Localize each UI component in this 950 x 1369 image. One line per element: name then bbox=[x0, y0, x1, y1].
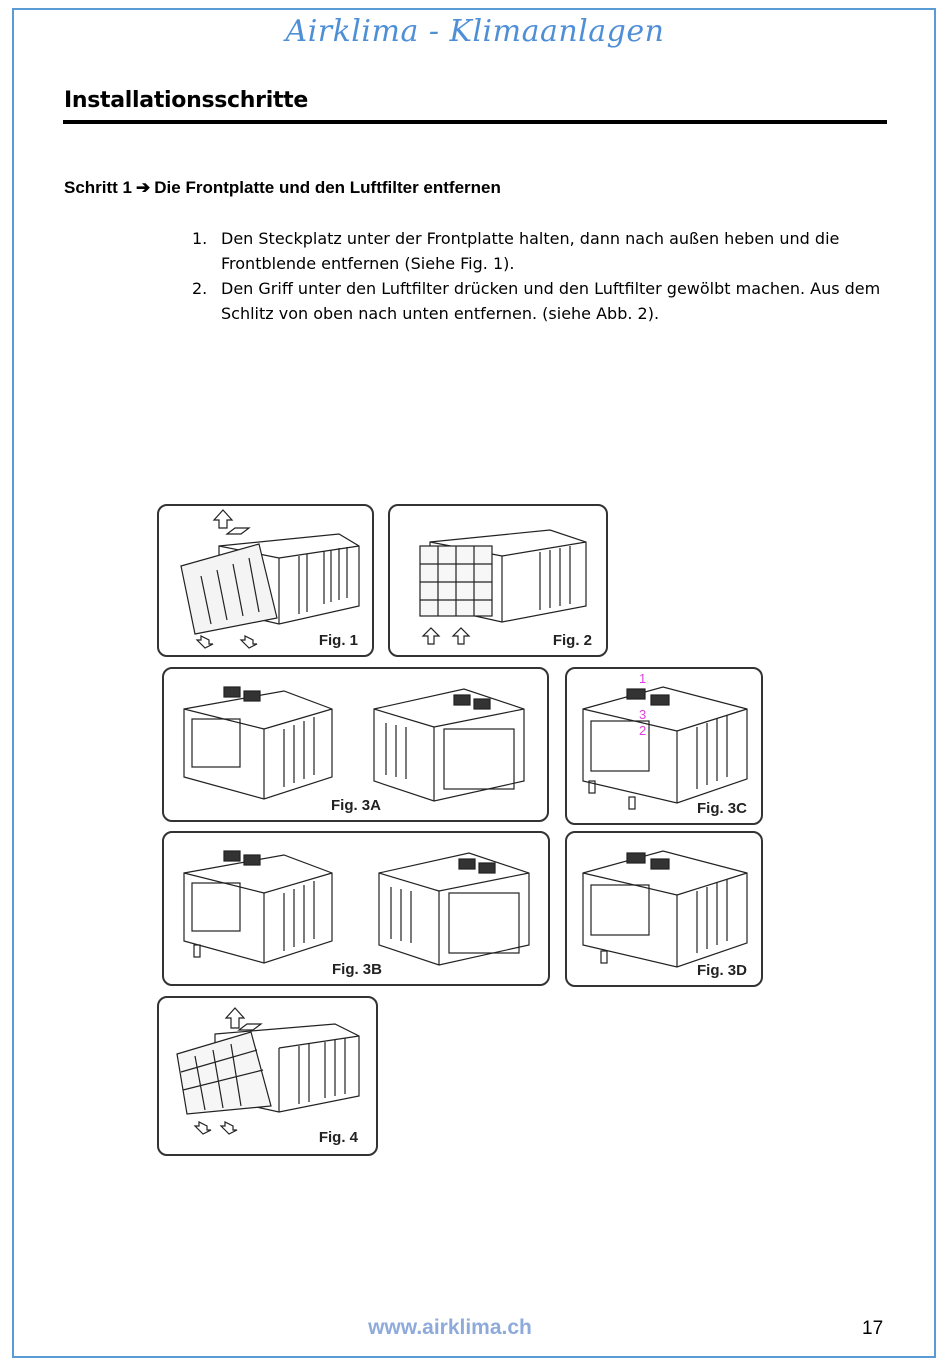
marker-label: 1 bbox=[639, 671, 647, 686]
footer-url[interactable]: www.airklima.ch bbox=[368, 1316, 532, 1339]
instruction-text: Den Griff unter den Luftfilter drücken und den Luftfilter gewölbt machen. Aus dem Schlitz von oben nach unten entfernen. (siehe Abb. 2). bbox=[221, 279, 881, 323]
figure-label: Fig. 1 bbox=[318, 632, 358, 649]
figure-4 bbox=[157, 996, 378, 1156]
figure-label: Fig. 3D bbox=[696, 962, 747, 979]
figure-label: Fig. 3A bbox=[330, 797, 381, 814]
figure-3b bbox=[162, 831, 550, 986]
step-title: Die Frontplatte und den Luftfilter entfernen bbox=[154, 178, 501, 197]
instruction-item bbox=[192, 226, 882, 276]
instruction-number: 1. bbox=[192, 229, 208, 248]
section-title: Installationsschritte bbox=[64, 88, 309, 113]
page-number: 17 bbox=[862, 1318, 884, 1339]
step-label: Schritt 1 bbox=[64, 178, 133, 197]
figure-3a bbox=[162, 667, 549, 822]
title-rule bbox=[63, 120, 887, 124]
figure-3d bbox=[565, 831, 763, 987]
marker-label: 3 bbox=[639, 707, 647, 722]
figure-label: Fig. 4 bbox=[318, 1129, 358, 1146]
figure-3c bbox=[565, 667, 763, 825]
instruction-number: 2. bbox=[192, 279, 208, 298]
figure-label: Fig. 3B bbox=[331, 961, 382, 978]
marker-label: 2 bbox=[639, 723, 647, 738]
instruction-list bbox=[192, 226, 882, 326]
figure-2 bbox=[388, 504, 608, 657]
figure-label: Fig. 2 bbox=[552, 632, 592, 649]
instruction-item bbox=[192, 276, 882, 326]
instruction-text: Den Steckplatz unter der Frontplatte halten, dann nach außen heben und die Frontblende entfernen (Siehe Fig. 1). bbox=[221, 229, 840, 273]
figure-1 bbox=[157, 504, 374, 657]
brand-header: Airklima - Klimaanlagen bbox=[285, 14, 665, 49]
figure-label: Fig. 3C bbox=[696, 800, 747, 817]
step-heading bbox=[64, 178, 501, 198]
arrow-right-icon: ➔ bbox=[136, 178, 151, 197]
